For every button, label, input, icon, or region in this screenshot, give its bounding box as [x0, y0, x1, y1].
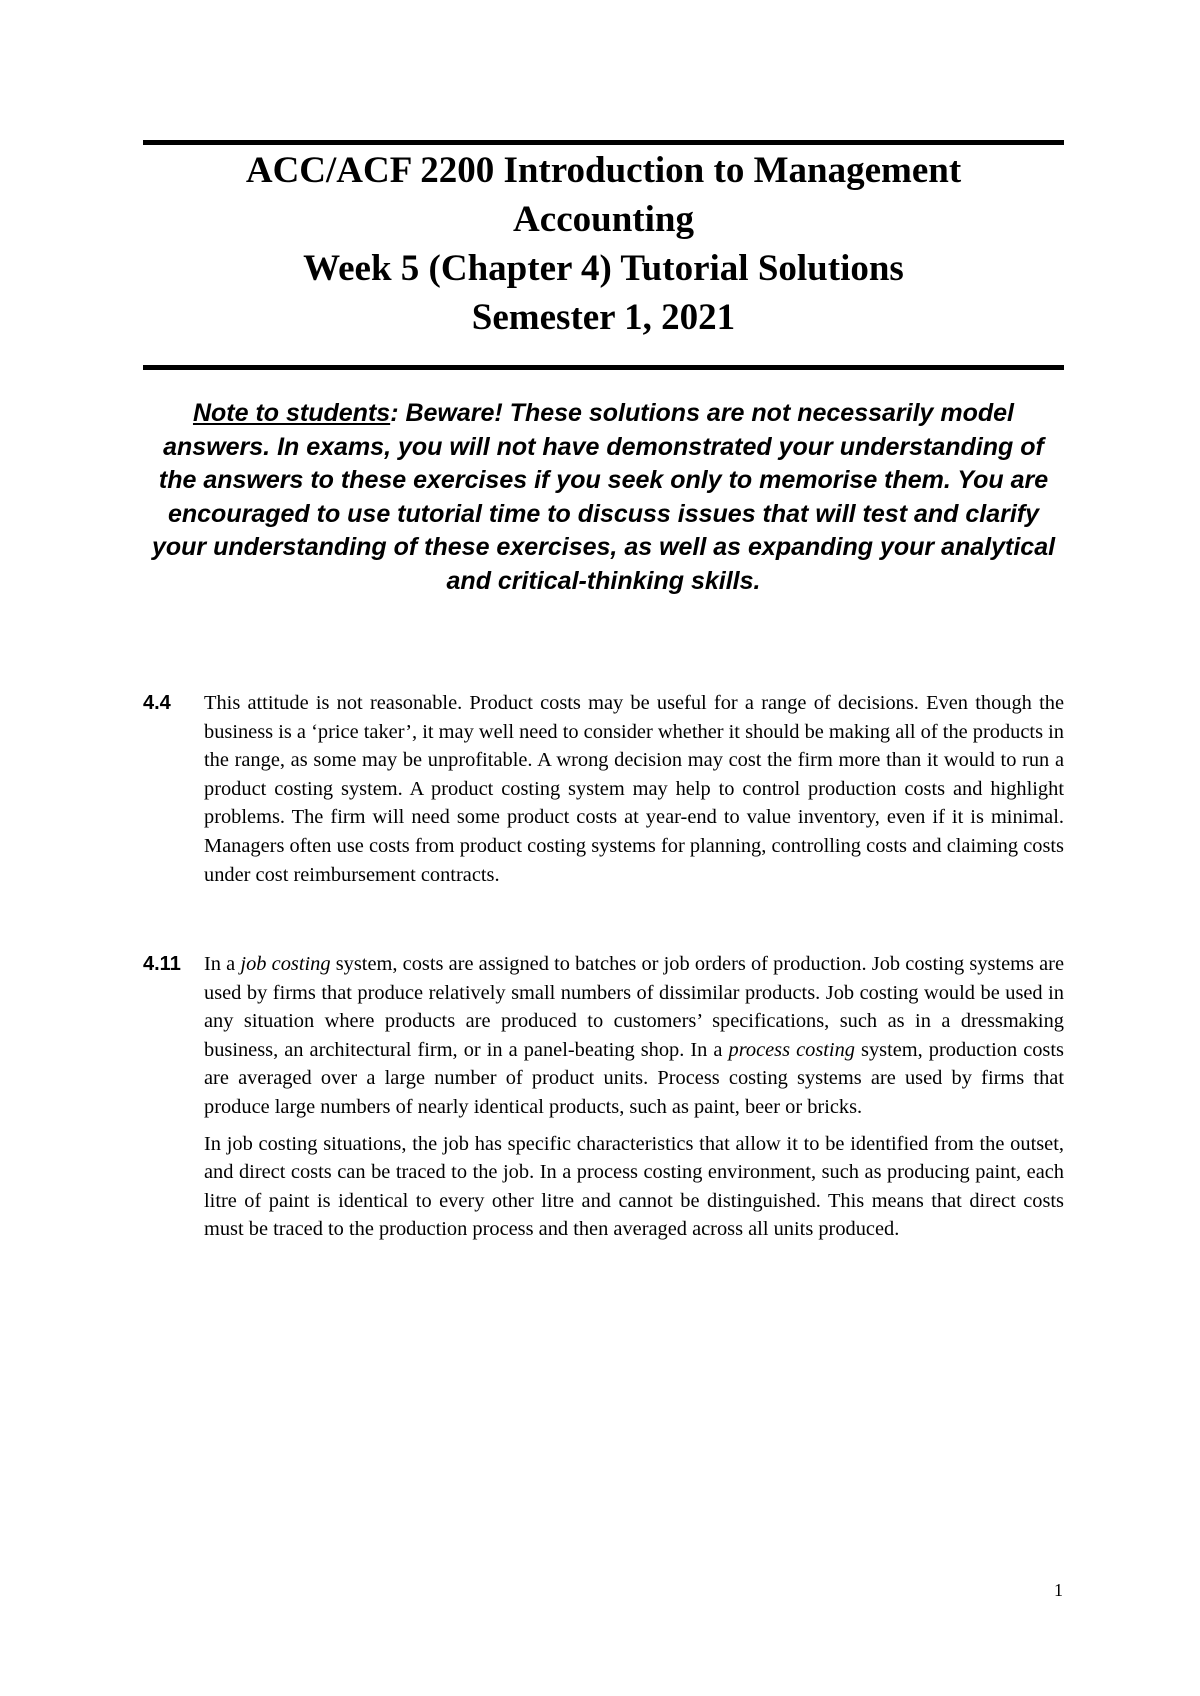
note-to-students: [143, 397, 1064, 598]
note-text: : Beware! These solutions are not necessarily model answers. In exams, you will not have demonstrated your understanding of the answers to these exercises if you seek only to memorise them. You are encouraged to use tutorial time to discuss issues that will test and clarify your understanding of these exercises, as well as expanding your analytical and critical-thinking skills.: [151, 399, 1056, 595]
page-number: 1: [1054, 1580, 1063, 1600]
document-title: [143, 146, 1064, 342]
answer-4-4-paragraph: This attitude is not reasonable. Product costs may be useful for a range of decisions. Even though the business is a ‘price taker’, it may well need to consider whether it should be making all of the products in the range, as some may be unprofitable. A wrong decision may cost the firm more than it would to run a product costing system. A product costing system may help to control production costs and highlight problems. The firm will need some product costs at year-end to value inventory, even if it is minimal. Managers often use costs from product costing systems for planning, controlling costs and claiming costs under cost reimbursement contracts.: [204, 692, 1064, 886]
answer-4-11-text-c: system, production costs are averaged over a large number of product units. Process costing systems are used by firms that produce large numbers of nearly identical products, such as paint, beer or bricks.: [204, 1038, 1064, 1118]
question-number-4-4: 4.4: [143, 692, 171, 714]
question-number-4-11: 4.11: [143, 953, 181, 975]
title-line-week: Week 5 (Chapter 4) Tutorial Solutions: [303, 248, 904, 289]
term-process-costing: process costing: [728, 1038, 855, 1061]
term-job-costing: job costing: [240, 953, 331, 975]
answer-4-4: [204, 689, 1064, 889]
answer-4-11-text-a: In a: [204, 953, 241, 975]
title-line-semester: Semester 1, 2021: [471, 297, 736, 338]
title-line-course: ACC/ACF 2200 Introduction to Management: [245, 150, 962, 191]
answer-4-11-text-b: system, costs are assigned to batches or job orders of production. Job costing systems are used by firms that produce relatively small numbers of dissimilar products. Job costing would be used in any situation where products are produced to customers’ specifications, such as in a dressmaking business, an architectural firm, or in a panel-beating shop. In a: [204, 953, 1064, 1061]
title-rule-top: [143, 140, 1064, 145]
answer-4-11: [204, 950, 1064, 1244]
note-lead: Note to students: [192, 399, 391, 427]
answer-4-11-paragraph-2: In job costing situations, the job has specific characteristics that allow it to be identified from the outset, and direct costs can be traced to the job. In a process costing environment, such as producing paint, each litre of paint is identical to every other litre and cannot be distinguished. This means that direct costs must be traced to the production process and then averaged across all units produced.: [204, 1132, 1064, 1241]
answer-4-11-paragraph-1: [204, 950, 1064, 1122]
title-rule-bottom: [143, 365, 1064, 370]
title-line-course-cont: Accounting: [513, 199, 694, 240]
